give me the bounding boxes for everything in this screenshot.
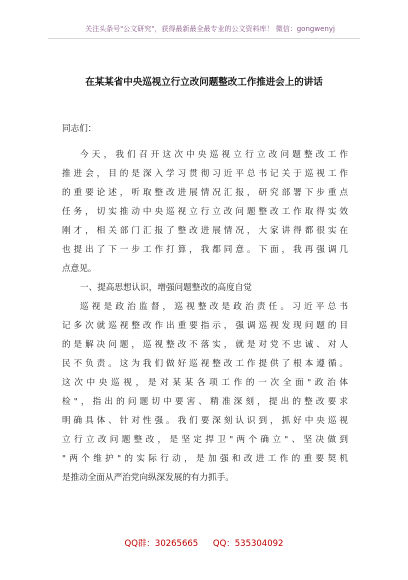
paragraph-line: 点意见。 xyxy=(62,264,97,274)
paragraph-line: 检"，指出的问题切中要害、精准深刻，提出的整改要求 xyxy=(62,397,348,407)
paragraph-line: 巡视是政治监督，巡视整改是政治责任。习近平总书 xyxy=(80,302,348,312)
footer-qq-group: QQ群：30265665 xyxy=(124,539,199,549)
paragraph-line: 刚才，相关部门汇报了整改进展情况，大家讲得都很实在 xyxy=(62,226,348,236)
paragraph-line: 今天，我们召开这次中央巡视立行立改问题整改工作 xyxy=(80,150,348,160)
paragraph-line: 民不负责。这为我们做好巡视整改工作提供了根本遵循。 xyxy=(62,359,348,369)
paragraph-line: 的是解决问题，巡视整改不落实，就是对党不忠诚、对人 xyxy=(62,340,348,350)
paragraph-line: 的重要论述，听取整改进展情况汇报，研究部署下步重点 xyxy=(62,188,348,198)
document-body xyxy=(62,120,348,488)
paragraph-line: 立行立改问题整改，是坚定捍卫"两个确立"、坚决做到 xyxy=(62,435,348,445)
salutation: 同志们： xyxy=(62,124,97,134)
header-divider xyxy=(48,38,360,39)
paragraph-line: 明确具体、针对性强。我们要深刻认识到，抓好中央巡视 xyxy=(62,416,348,426)
paragraph-line: 也提出了下一步工作打算，我都同意。下面，我再强调几 xyxy=(62,245,348,255)
paragraph-line: 推进会，目的是深入学习贯彻习近平总书记关于巡视工作 xyxy=(62,169,348,179)
document-title: 在某某省中央巡视立行立改问题整改工作推进会上的讲话 xyxy=(85,77,323,88)
paragraph-line: 任务，切实推动中央巡视立行立改问题整改工作取得实效 xyxy=(62,207,348,217)
page-footer xyxy=(0,537,408,549)
page-header: 关注头条号"公文研究"，获得最新最全最专业的公文资料库！ 微信：gongwenyj xyxy=(85,25,335,33)
footer-qq: QQ：535304092 xyxy=(212,539,284,549)
paragraph-line: 这次中央巡视，是对某某各项工作的一次全面"政治体 xyxy=(62,378,348,388)
paragraph-line: 是推动全面从严治党向纵深发展的有力抓手。 xyxy=(62,473,234,483)
section-heading: 一、提高思想认识，增强问题整改的高度自觉 xyxy=(80,283,252,293)
paragraph-line: "两个维护"的实际行动，是加强和改进工作的重要契机 xyxy=(62,454,348,464)
paragraph-line: 记多次就巡视整改作出重要指示，强调巡视发现问题的目 xyxy=(62,321,348,331)
